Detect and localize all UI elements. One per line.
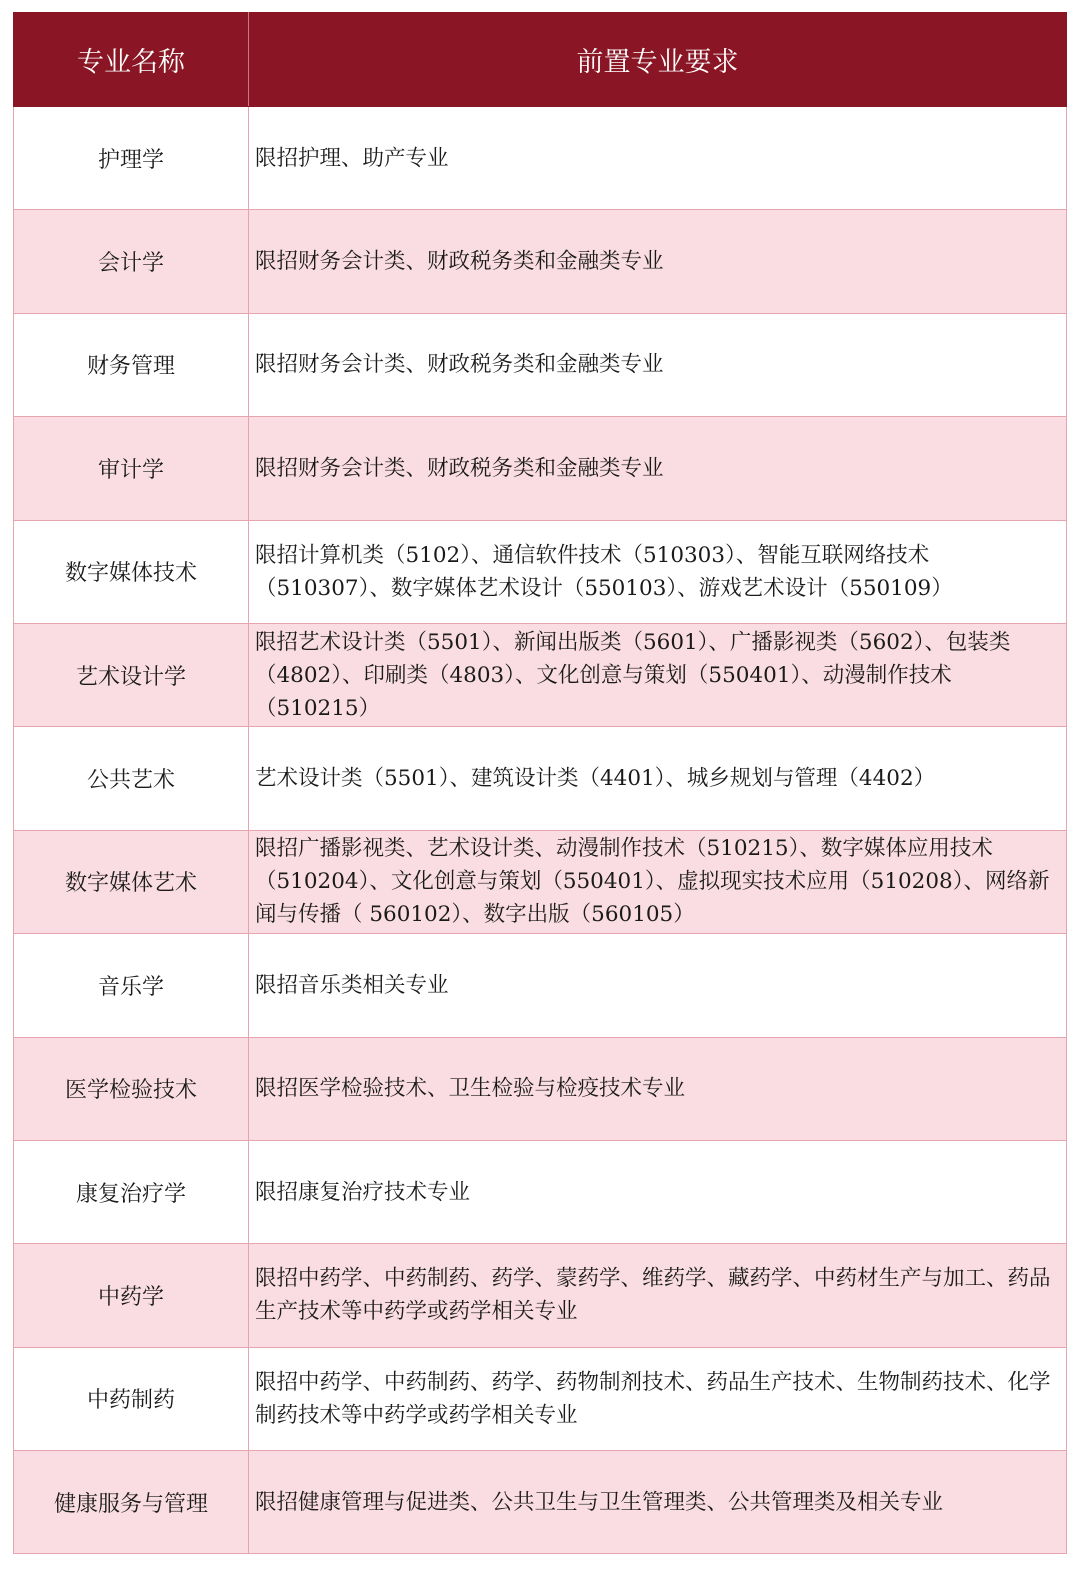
major-name: 审计学 [14,417,249,520]
table-row [14,1140,1067,1243]
major-name: 医学检验技术 [14,1037,249,1140]
table-header [14,13,1067,107]
major-name: 艺术设计学 [14,623,249,726]
prerequisite: 艺术设计类（5501）、建筑设计类（4401）、城乡规划与管理（4402） [249,727,1067,830]
table-row [14,1244,1067,1347]
prerequisite: 限招护理、助产专业 [249,107,1067,210]
major-name: 财务管理 [14,313,249,416]
prerequisite: 限招中药学、中药制药、药学、药物制剂技术、药品生产技术、生物制药技术、化学制药技术等中药学或药学相关专业 [249,1347,1067,1450]
major-name: 中药学 [14,1244,249,1347]
prerequisite: 限招财务会计类、财政税务类和金融类专业 [249,210,1067,313]
major-name: 公共艺术 [14,727,249,830]
major-name: 护理学 [14,107,249,210]
table-body [14,107,1067,1554]
table-row [14,830,1067,933]
major-requirements-table [13,12,1067,1554]
major-name: 音乐学 [14,934,249,1037]
prerequisite: 限招艺术设计类（5501）、新闻出版类（5601）、广播影视类（5602）、包装类（4802）、印刷类（4803）、文化创意与策划（550401）、动漫制作技术（510215） [249,623,1067,726]
table-row [14,107,1067,210]
major-name: 数字媒体技术 [14,520,249,623]
major-name: 会计学 [14,210,249,313]
table-row [14,210,1067,313]
prerequisite: 限招医学检验技术、卫生检验与检疫技术专业 [249,1037,1067,1140]
major-name: 数字媒体艺术 [14,830,249,933]
prerequisite: 限招健康管理与促进类、公共卫生与卫生管理类、公共管理类及相关专业 [249,1451,1067,1554]
table-row [14,313,1067,416]
prerequisite: 限招财务会计类、财政税务类和金融类专业 [249,313,1067,416]
prerequisite: 限招财务会计类、财政税务类和金融类专业 [249,417,1067,520]
table-row [14,520,1067,623]
table-row [14,1451,1067,1554]
table-row [14,727,1067,830]
prerequisite: 限招音乐类相关专业 [249,934,1067,1037]
prerequisite: 限招中药学、中药制药、药学、蒙药学、维药学、藏药学、中药材生产与加工、药品生产技术等中药学或药学相关专业 [249,1244,1067,1347]
prerequisite: 限招计算机类（5102）、通信软件技术（510303）、智能互联网络技术（510307）、数字媒体艺术设计（550103）、游戏艺术设计（550109） [249,520,1067,623]
prerequisite: 限招广播影视类、艺术设计类、动漫制作技术（510215）、数字媒体应用技术（510204）、文化创意与策划（550401）、虚拟现实技术应用（510208）、网络新闻与传播（ 560102）、数字出版（560105） [249,830,1067,933]
header-major-name: 专业名称 [14,13,249,107]
prerequisite: 限招康复治疗技术专业 [249,1140,1067,1243]
major-name: 中药制药 [14,1347,249,1450]
table-row [14,1347,1067,1450]
header-row [14,13,1067,107]
table-row [14,417,1067,520]
table-row [14,623,1067,726]
major-name: 康复治疗学 [14,1140,249,1243]
table-row [14,1037,1067,1140]
header-prerequisite: 前置专业要求 [249,13,1067,107]
major-name: 健康服务与管理 [14,1451,249,1554]
table-row [14,934,1067,1037]
